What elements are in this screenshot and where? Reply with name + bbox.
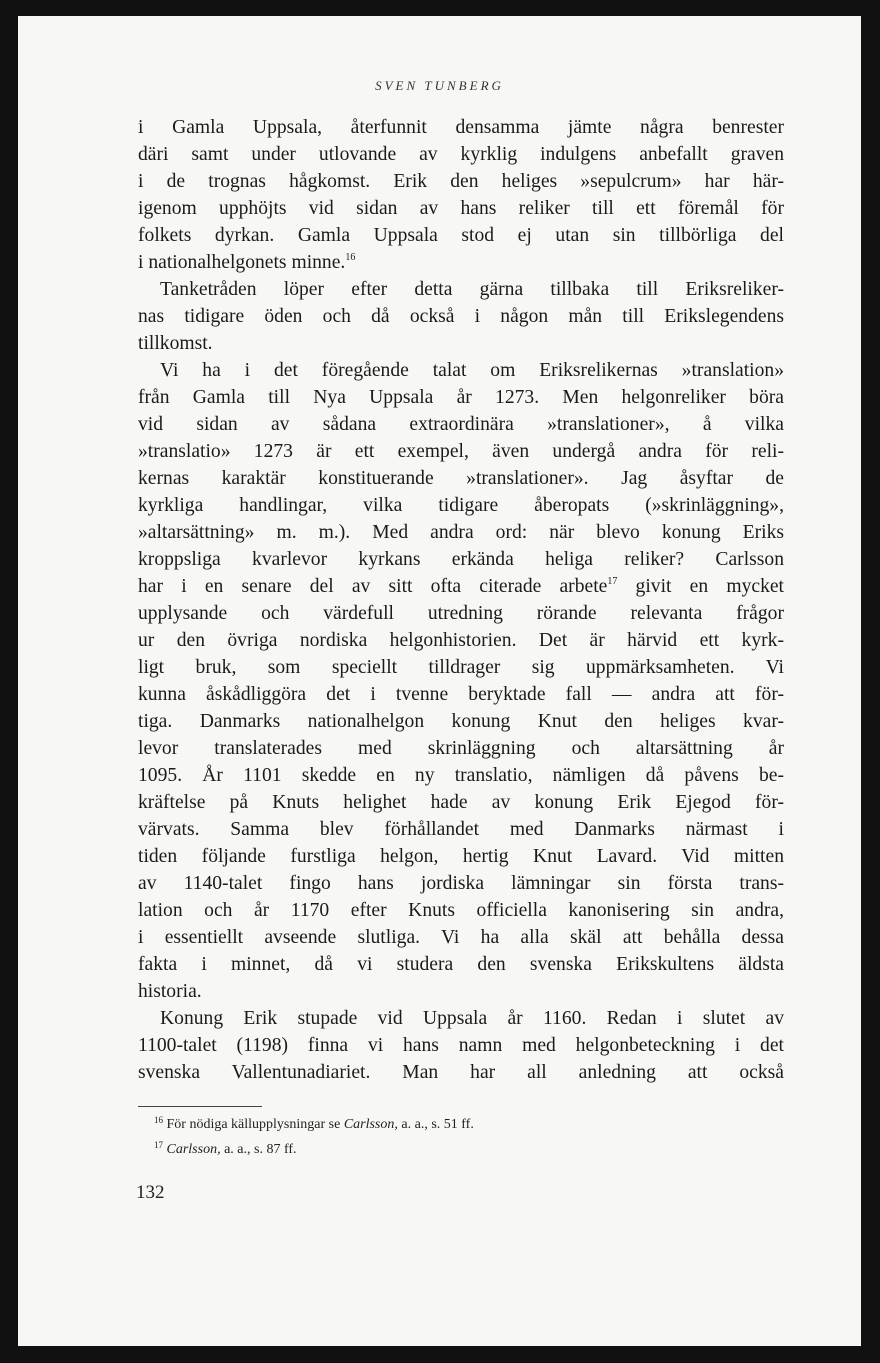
text-line: levor translaterades med skrinläggning och altarsättning år [138, 738, 784, 759]
footnote-ref[interactable]: 16 [345, 252, 356, 263]
text-line: lation och år 1170 efter Knuts officiella kanonisering sin andra, [138, 900, 784, 921]
text-line: kräftelse på Knuts helighet hade av konung Erik Ejegod för- [138, 792, 784, 813]
text-line: tiden följande furstliga helgon, hertig Knut Lavard. Vid mitten [138, 846, 784, 867]
running-head: SVEN TUNBERG [375, 78, 504, 93]
footnote-number: 17 [154, 1140, 163, 1150]
text-line: kyrkliga handlingar, vilka tidigare åberopats (»skrinläggning», [138, 495, 784, 516]
text-line: upplysande och värdefull utredning rörande relevanta frågor [138, 603, 784, 624]
text-line: 1100-talet (1198) finna vi hans namn med helgonbeteckning i det [138, 1035, 784, 1056]
text-line: i nationalhelgonets minne.$^{16}$ [138, 252, 356, 273]
text-line: Tanketråden löper efter detta gärna tillbaka till Eriksreliker- [160, 279, 784, 300]
text-line: kernas karaktär konstituerande »translationer». Jag åsyftar de [138, 468, 784, 489]
text-line: i essentiellt avseende slutliga. Vi ha alla skäl att behålla dessa [138, 927, 784, 948]
text-line: från Gamla till Nya Uppsala år 1273. Men helgonreliker böra [138, 387, 784, 408]
paragraph [138, 114, 784, 276]
footnote: $^{17}$ Carlsson, a. a., s. 87 ff. [154, 1140, 297, 1157]
text-line: fakta i minnet, då vi studera den svenska Erikskultens äldsta [138, 954, 784, 975]
text-line: tiga. Danmarks nationalhelgon konung Knut den heliges kvar- [138, 711, 784, 732]
text-line: ligt bruk, som speciellt tilldrager sig uppmärksamheten. Vi [138, 657, 784, 678]
text-line: har i en senare del av sitt ofta citerade arbete$^{17}$ givit en mycket [138, 576, 785, 597]
text-line: av 1140-talet fingo hans jordiska lämningar sin första trans- [138, 873, 784, 894]
text-line: tillkomst. [138, 333, 213, 354]
text-line: 1095. År 1101 skedde en ny translatio, nämligen då påvens be- [138, 765, 784, 786]
text-line: historia. [138, 981, 202, 1002]
text-line: »altarsättning» m. m.). Med andra ord: när blevo konung Eriks [138, 522, 784, 543]
paragraph [138, 357, 784, 1005]
text-line: folkets dyrkan. Gamla Uppsala stod ej utan sin tillbörliga del [138, 225, 784, 246]
footnote-divider [138, 1106, 262, 1107]
text-line: svenska Vallentunadiariet. Man har all anledning att också [138, 1062, 784, 1083]
text-line: värvats. Samma blev förhållandet med Danmarks närmast i [138, 819, 784, 840]
paragraph [138, 276, 784, 357]
footnotes [138, 1112, 784, 1162]
text-line: kroppsliga kvarlevor kyrkans erkända heliga reliker? Carlsson [138, 549, 784, 570]
text-line: kunna åskådliggöra det i tvenne beryktade fall — andra att för- [138, 684, 784, 705]
text-line: däri samt under utlovande av kyrklig indulgens anbefallt graven [138, 144, 784, 165]
body-text [138, 114, 784, 1086]
text-line: nas tidigare öden och då också i någon mån till Erikslegendens [138, 306, 784, 327]
footnote: $^{16}$ För nödiga källupplysningar se Carlsson, a. a., s. 51 ff. [154, 1115, 474, 1132]
footnote-ref[interactable]: 17 [607, 576, 618, 587]
text-line: i de trognas hågkomst. Erik den heliges »sepulcrum» har här- [138, 171, 784, 192]
text-line: »translatio» 1273 är ett exempel, även undergå andra för reli- [138, 441, 784, 462]
text-line: ur den övriga nordiska helgonhistorien. Det är härvid ett kyrk- [138, 630, 784, 651]
text-line: vid sidan av sådana extraordinära »translationer», å vilka [138, 414, 784, 435]
footnote-number: 16 [154, 1115, 163, 1125]
paragraph [138, 1005, 784, 1086]
text-line: igenom upphöjts vid sidan av hans reliker till ett föremål för [138, 198, 784, 219]
text-line: Vi ha i det föregående talat om Eriksrelikernas »translation» [160, 360, 784, 381]
page-number: 132 [136, 1182, 165, 1203]
book-page [18, 16, 861, 1346]
text-line: i Gamla Uppsala, återfunnit densamma jämte några benrester [138, 117, 784, 138]
text-line: Konung Erik stupade vid Uppsala år 1160. Redan i slutet av [160, 1008, 784, 1029]
